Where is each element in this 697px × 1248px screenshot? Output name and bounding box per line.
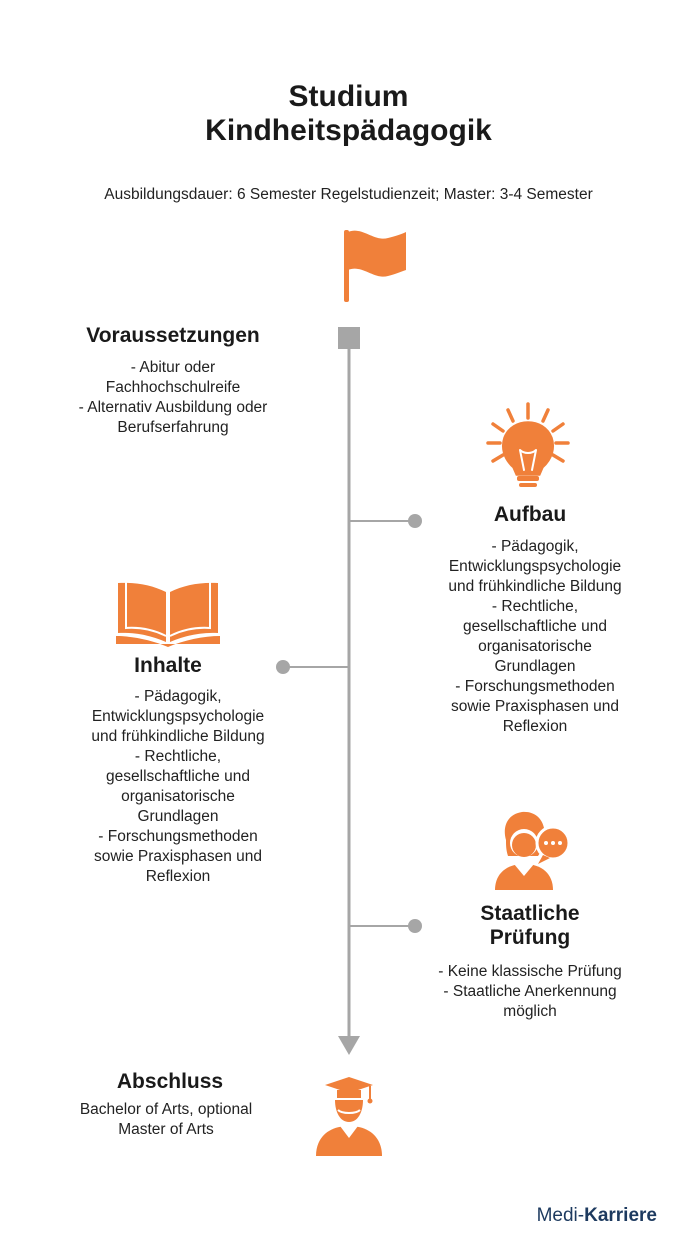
- list-item: und frühkindliche Bildung: [91, 728, 265, 745]
- flag-icon: [344, 230, 406, 302]
- brand-part-2: Karriere: [584, 1205, 657, 1226]
- list-item: Reflexion: [502, 718, 568, 735]
- list-item: - Forschungsmethoden: [455, 678, 615, 695]
- brand-logo: [537, 1205, 657, 1227]
- list-item: gesellschaftliche und: [106, 768, 250, 785]
- list-item: - Pädagogik,: [491, 538, 579, 555]
- list-item: Grundlagen: [494, 658, 576, 675]
- list-aufbau: [420, 537, 650, 737]
- list-item: Fachhochschulreife: [105, 379, 241, 396]
- heading-voraussetzungen: Voraussetzungen: [86, 324, 260, 347]
- timeline-arrow: [338, 1036, 360, 1055]
- list-item: organisatorische: [121, 788, 235, 805]
- list-item: organisatorische: [478, 638, 592, 655]
- abschluss-text: [50, 1100, 282, 1140]
- list-item: und frühkindliche Bildung: [448, 578, 622, 595]
- list-pruefung: [405, 962, 655, 1022]
- heading-pruefung: [430, 902, 630, 950]
- title-line-2: Kindheitspädagogik: [205, 114, 492, 147]
- person-speech-bubble-icon: [495, 812, 569, 890]
- list-item: - Pädagogik,: [134, 688, 222, 705]
- heading-aufbau: Aufbau: [493, 503, 567, 526]
- abschluss-line: Master of Arts: [118, 1121, 214, 1138]
- list-item: - Rechtliche,: [134, 748, 222, 765]
- list-item: - Abitur oder: [130, 359, 216, 376]
- list-item: - Rechtliche,: [491, 598, 579, 615]
- list-item: möglich: [503, 1003, 557, 1020]
- list-item: - Alternativ Ausbildung oder: [78, 399, 268, 416]
- lightbulb-icon: [488, 404, 568, 487]
- list-item: - Staatliche Anerkennung: [443, 983, 617, 1000]
- graduate-icon: [316, 1077, 382, 1156]
- list-item: sowie Praxisphasen und: [93, 848, 263, 865]
- book-icon: [116, 578, 220, 647]
- list-item: - Forschungsmethoden: [98, 828, 258, 845]
- branch-aufbau-dot: [408, 514, 422, 528]
- subtitle: Ausbildungsdauer: 6 Semester Regelstudienzeit; Master: 3-4 Semester: [104, 186, 593, 203]
- heading-inhalte: Inhalte: [134, 654, 202, 677]
- abschluss-line: Bachelor of Arts, optional: [79, 1101, 253, 1118]
- list-item: gesellschaftliche und: [463, 618, 607, 635]
- title-line-1: Studium: [288, 80, 409, 113]
- list-item: Berufserfahrung: [117, 419, 229, 436]
- list-item: - Keine klassische Prüfung: [438, 963, 622, 980]
- list-item: Entwicklungspsychologie: [448, 558, 622, 575]
- branch-pruefung-dot: [408, 919, 422, 933]
- list-item: Grundlagen: [137, 808, 219, 825]
- branch-inhalte-dot: [276, 660, 290, 674]
- brand-part-1: Medi-: [536, 1205, 585, 1226]
- list-item: Reflexion: [145, 868, 211, 885]
- timeline-start-square: [338, 327, 360, 349]
- heading-pruefung-line-2: Prüfung: [489, 926, 571, 949]
- list-item: Entwicklungspsychologie: [91, 708, 265, 725]
- list-inhalte: [62, 687, 294, 887]
- heading-pruefung-line-1: Staatliche: [480, 902, 580, 925]
- heading-abschluss: Abschluss: [116, 1070, 224, 1093]
- list-voraussetzungen: [40, 358, 306, 438]
- list-item: sowie Praxisphasen und: [450, 698, 620, 715]
